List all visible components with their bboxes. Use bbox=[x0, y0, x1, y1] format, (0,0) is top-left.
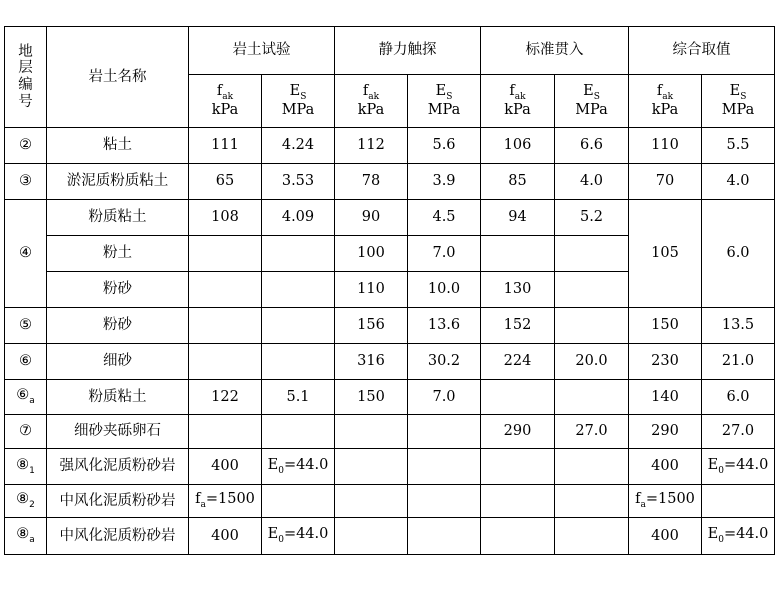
value-cell: 85 bbox=[481, 164, 555, 200]
value-cell: 6.6 bbox=[555, 128, 629, 164]
value-cell: 112 bbox=[335, 128, 408, 164]
value-cell: 150 bbox=[629, 308, 702, 344]
value-cell: 230 bbox=[629, 344, 702, 380]
value-cell: 20.0 bbox=[555, 344, 629, 380]
header-unit-fak: $f_{ak}$ kPa bbox=[335, 75, 408, 128]
soil-name-cell: 中风化泥质粉砂岩 bbox=[47, 518, 189, 555]
value-cell: 290 bbox=[629, 415, 702, 449]
layer-code-char: 号 bbox=[18, 93, 33, 110]
value-cell: $f_a=1500$ bbox=[629, 485, 702, 518]
value-cell: 70 bbox=[629, 164, 702, 200]
value-cell bbox=[335, 518, 408, 555]
value-cell: 94 bbox=[481, 200, 555, 236]
value-cell: 90 bbox=[335, 200, 408, 236]
value-cell: 5.1 bbox=[262, 380, 335, 415]
value-cell: 3.9 bbox=[408, 164, 481, 200]
value-cell: 122 bbox=[189, 380, 262, 415]
table-row bbox=[5, 164, 775, 200]
value-cell: 400 bbox=[629, 518, 702, 555]
value-cell: 224 bbox=[481, 344, 555, 380]
value-cell bbox=[555, 308, 629, 344]
value-cell bbox=[335, 449, 408, 485]
table-row bbox=[5, 308, 775, 344]
layer-code-cell: ④ bbox=[5, 200, 47, 308]
value-cell: 13.6 bbox=[408, 308, 481, 344]
value-cell bbox=[189, 236, 262, 272]
value-cell bbox=[481, 380, 555, 415]
value-cell bbox=[262, 308, 335, 344]
soil-name-cell: 粉质粘土 bbox=[47, 200, 189, 236]
value-cell bbox=[555, 449, 629, 485]
value-cell bbox=[408, 485, 481, 518]
layer-code-cell: ② bbox=[5, 128, 47, 164]
value-cell: 4.09 bbox=[262, 200, 335, 236]
soil-name-cell: 强风化泥质粉砂岩 bbox=[47, 449, 189, 485]
layer-code-cell: ⑦ bbox=[5, 415, 47, 449]
header-unit-fak: $f_{ak}$ kPa bbox=[481, 75, 555, 128]
value-cell bbox=[481, 485, 555, 518]
value-cell bbox=[262, 485, 335, 518]
table-row bbox=[5, 449, 775, 485]
value-cell bbox=[189, 415, 262, 449]
value-cell bbox=[702, 485, 775, 518]
value-cell: $E_0=44.0$ bbox=[262, 449, 335, 485]
header-unit-es: $E_S$ MPa bbox=[702, 75, 775, 128]
value-cell bbox=[262, 415, 335, 449]
value-cell bbox=[408, 449, 481, 485]
value-cell: 4.24 bbox=[262, 128, 335, 164]
value-cell bbox=[555, 380, 629, 415]
value-cell: 400 bbox=[629, 449, 702, 485]
table-row bbox=[5, 128, 775, 164]
value-cell bbox=[408, 518, 481, 555]
value-cell: 7.0 bbox=[408, 380, 481, 415]
combined-value-cell: 105 bbox=[629, 200, 702, 308]
value-cell bbox=[408, 415, 481, 449]
value-cell bbox=[481, 518, 555, 555]
value-cell bbox=[189, 344, 262, 380]
value-cell: 6.0 bbox=[702, 380, 775, 415]
layer-code-cell: $⑧_1$ bbox=[5, 449, 47, 485]
value-cell: 290 bbox=[481, 415, 555, 449]
soil-name-cell: 淤泥质粉质粘土 bbox=[47, 164, 189, 200]
value-cell: 400 bbox=[189, 518, 262, 555]
header-group-lab: 岩土试验 bbox=[189, 27, 335, 75]
value-cell: 5.6 bbox=[408, 128, 481, 164]
table-row bbox=[5, 415, 775, 449]
soil-name-cell: 粉土 bbox=[47, 236, 189, 272]
header-group-cpt: 静力触探 bbox=[335, 27, 481, 75]
value-cell: 65 bbox=[189, 164, 262, 200]
soil-name-cell: 细砂夹砾卵石 bbox=[47, 415, 189, 449]
value-cell: 156 bbox=[335, 308, 408, 344]
value-cell: 13.5 bbox=[702, 308, 775, 344]
soil-parameter-table bbox=[4, 26, 775, 555]
layer-code-cell: ⑥ bbox=[5, 344, 47, 380]
value-cell bbox=[555, 518, 629, 555]
value-cell: 140 bbox=[629, 380, 702, 415]
value-cell: 7.0 bbox=[408, 236, 481, 272]
value-cell bbox=[262, 272, 335, 308]
value-cell bbox=[555, 485, 629, 518]
soil-name-cell: 粉质粘土 bbox=[47, 380, 189, 415]
value-cell: 110 bbox=[629, 128, 702, 164]
header-soil-name: 岩土名称 bbox=[47, 27, 189, 128]
header-unit-es: $E_S$ MPa bbox=[262, 75, 335, 128]
value-cell bbox=[481, 449, 555, 485]
value-cell bbox=[262, 344, 335, 380]
table-body bbox=[5, 27, 775, 555]
value-cell: 27.0 bbox=[702, 415, 775, 449]
layer-code-char: 地 bbox=[18, 43, 33, 60]
value-cell: 5.2 bbox=[555, 200, 629, 236]
header-unit-es: $E_S$ MPa bbox=[555, 75, 629, 128]
value-cell: 4.0 bbox=[555, 164, 629, 200]
value-cell: 3.53 bbox=[262, 164, 335, 200]
value-cell: 4.5 bbox=[408, 200, 481, 236]
header-row-groups bbox=[5, 27, 775, 75]
header-group-spt: 标准贯入 bbox=[481, 27, 629, 75]
header-unit-es: $E_S$ MPa bbox=[408, 75, 481, 128]
table-row bbox=[5, 380, 775, 415]
value-cell: 5.5 bbox=[702, 128, 775, 164]
value-cell bbox=[481, 236, 555, 272]
value-cell: 30.2 bbox=[408, 344, 481, 380]
layer-code-cell: ③ bbox=[5, 164, 47, 200]
value-cell: 150 bbox=[335, 380, 408, 415]
combined-value-cell: 6.0 bbox=[702, 200, 775, 308]
layer-code-char: 编 bbox=[18, 77, 33, 93]
value-cell: 130 bbox=[481, 272, 555, 308]
value-cell bbox=[555, 272, 629, 308]
soil-name-cell: 粉砂 bbox=[47, 308, 189, 344]
soil-name-cell: 粉砂 bbox=[47, 272, 189, 308]
table-row bbox=[5, 518, 775, 555]
value-cell: 400 bbox=[189, 449, 262, 485]
value-cell: $E_0=44.0$ bbox=[702, 518, 775, 555]
value-cell bbox=[262, 236, 335, 272]
value-cell bbox=[335, 415, 408, 449]
table-row bbox=[5, 200, 775, 236]
value-cell: 152 bbox=[481, 308, 555, 344]
layer-code-cell: $⑧_a$ bbox=[5, 518, 47, 555]
value-cell bbox=[189, 308, 262, 344]
value-cell bbox=[555, 236, 629, 272]
soil-name-cell: 细砂 bbox=[47, 344, 189, 380]
layer-code-cell: $⑥_a$ bbox=[5, 380, 47, 415]
value-cell: 21.0 bbox=[702, 344, 775, 380]
soil-name-cell: 中风化泥质粉砂岩 bbox=[47, 485, 189, 518]
header-unit-fak: $f_{ak}$ kPa bbox=[189, 75, 262, 128]
table-row bbox=[5, 485, 775, 518]
header-group-combined: 综合取值 bbox=[629, 27, 775, 75]
soil-name-cell: 粘土 bbox=[47, 128, 189, 164]
value-cell: 111 bbox=[189, 128, 262, 164]
value-cell: $E_0=44.0$ bbox=[702, 449, 775, 485]
value-cell: 10.0 bbox=[408, 272, 481, 308]
layer-code-char: 层 bbox=[18, 60, 33, 77]
value-cell: 106 bbox=[481, 128, 555, 164]
layer-code-cell: $⑧_2$ bbox=[5, 485, 47, 518]
header-layer-code bbox=[5, 27, 47, 128]
value-cell: 108 bbox=[189, 200, 262, 236]
value-cell: 316 bbox=[335, 344, 408, 380]
value-cell: 100 bbox=[335, 236, 408, 272]
layer-code-cell: ⑤ bbox=[5, 308, 47, 344]
header-unit-fak: $f_{ak}$ kPa bbox=[629, 75, 702, 128]
value-cell: 4.0 bbox=[702, 164, 775, 200]
value-cell bbox=[335, 485, 408, 518]
value-cell: $f_a=1500$ bbox=[189, 485, 262, 518]
value-cell: $E_0=44.0$ bbox=[262, 518, 335, 555]
value-cell: 78 bbox=[335, 164, 408, 200]
value-cell: 110 bbox=[335, 272, 408, 308]
table-row bbox=[5, 344, 775, 380]
value-cell: 27.0 bbox=[555, 415, 629, 449]
value-cell bbox=[189, 272, 262, 308]
